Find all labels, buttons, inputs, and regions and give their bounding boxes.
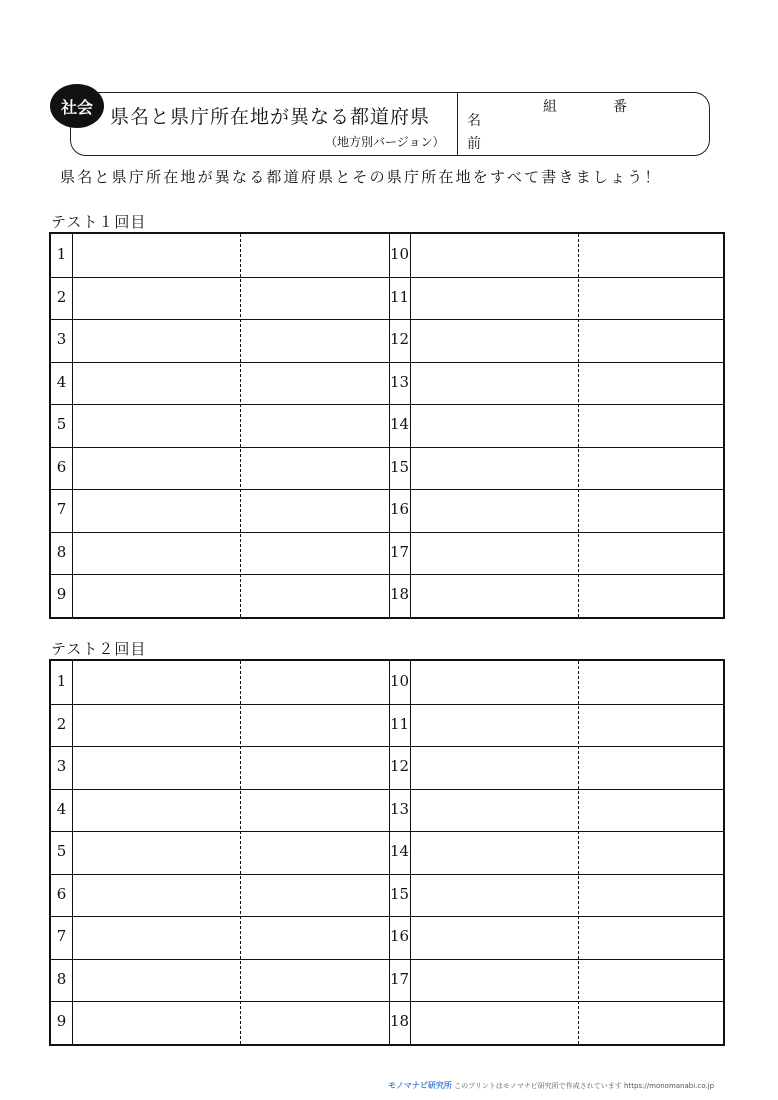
prefecture-answer-cell[interactable] [410,277,578,320]
prefecture-answer-cell[interactable] [72,234,240,277]
prefecture-answer-cell[interactable] [72,277,240,320]
prefecture-answer-cell[interactable] [410,704,578,747]
class-label: 組 [543,99,557,115]
right-question-number: 11 [389,714,410,733]
test-2-label: テスト２回目 [51,640,147,658]
left-question-number: 7 [56,500,67,519]
capital-answer-cell[interactable] [578,704,723,747]
name-label-top: 名 [467,113,481,129]
left-question-number: 8 [56,542,67,561]
capital-answer-cell[interactable] [240,661,389,704]
prefecture-answer-cell[interactable] [72,789,240,832]
prefecture-answer-cell[interactable] [410,916,578,959]
prefecture-answer-cell[interactable] [410,319,578,362]
prefecture-answer-cell[interactable] [410,489,578,532]
prefecture-answer-cell[interactable] [410,746,578,789]
capital-answer-cell[interactable] [578,277,723,320]
instruction-text: 県名と県庁所在地が異なる都道府県とその県庁所在地をすべて書きましょう！ [60,168,662,186]
left-question-number: 2 [56,714,67,733]
left-question-number: 4 [56,372,67,391]
prefecture-answer-cell[interactable] [72,704,240,747]
subject-badge: 社会 [50,84,104,128]
right-question-number: 18 [389,585,410,604]
right-question-number: 13 [389,799,410,818]
capital-answer-cell[interactable] [240,404,389,447]
left-question-number: 9 [56,1012,67,1031]
test-2-answer-grid [49,659,725,1046]
right-question-number: 17 [389,542,410,561]
prefecture-answer-cell[interactable] [410,1001,578,1044]
right-question-number: 13 [389,372,410,391]
footer-brand: モノマナビ研究所 [388,1081,452,1090]
prefecture-answer-cell[interactable] [410,404,578,447]
right-question-number: 15 [389,884,410,903]
left-question-number: 6 [56,884,67,903]
capital-answer-cell[interactable] [578,831,723,874]
right-question-number: 18 [389,1012,410,1031]
left-question-number: 8 [56,969,67,988]
prefecture-answer-cell[interactable] [72,874,240,917]
prefecture-answer-cell[interactable] [72,746,240,789]
capital-answer-cell[interactable] [578,789,723,832]
capital-answer-cell[interactable] [578,874,723,917]
prefecture-answer-cell[interactable] [72,959,240,1002]
left-question-number: 3 [56,757,67,776]
prefecture-answer-cell[interactable] [410,959,578,1002]
left-question-number: 5 [56,842,67,861]
left-question-number: 5 [56,415,67,434]
left-question-number: 4 [56,799,67,818]
capital-answer-cell[interactable] [578,959,723,1002]
capital-answer-cell[interactable] [578,532,723,575]
page-title: 県名と県庁所在地が異なる都道府県 [110,106,431,128]
page-subtitle: （地方別バージョン） [325,135,445,149]
right-question-number: 14 [389,415,410,434]
test-1-answer-grid [49,232,725,619]
capital-answer-cell[interactable] [578,746,723,789]
prefecture-answer-cell[interactable] [410,234,578,277]
name-label-bottom: 前 [467,136,481,152]
left-question-number: 1 [56,672,67,690]
capital-answer-cell[interactable] [240,319,389,362]
prefecture-answer-cell[interactable] [410,831,578,874]
right-question-number: 15 [389,457,410,476]
capital-answer-cell[interactable] [578,362,723,405]
capital-answer-cell[interactable] [578,661,723,704]
prefecture-answer-cell[interactable] [72,574,240,617]
capital-answer-cell[interactable] [240,532,389,575]
prefecture-answer-cell[interactable] [410,574,578,617]
prefecture-answer-cell[interactable] [72,1001,240,1044]
capital-answer-cell[interactable] [578,234,723,277]
capital-answer-cell[interactable] [240,874,389,917]
capital-answer-cell[interactable] [240,234,389,277]
prefecture-answer-cell[interactable] [410,532,578,575]
prefecture-answer-cell[interactable] [410,789,578,832]
left-question-number: 1 [56,245,67,263]
capital-answer-cell[interactable] [578,1001,723,1044]
prefecture-answer-cell[interactable] [410,874,578,917]
left-question-number: 9 [56,585,67,604]
prefecture-answer-cell[interactable] [410,362,578,405]
prefecture-answer-cell[interactable] [72,447,240,490]
right-question-number: 11 [389,287,410,306]
prefecture-answer-cell[interactable] [410,661,578,704]
prefecture-answer-cell[interactable] [72,489,240,532]
capital-answer-cell[interactable] [578,489,723,532]
left-question-number: 3 [56,330,67,349]
capital-answer-cell[interactable] [578,319,723,362]
capital-answer-cell[interactable] [240,1001,389,1044]
right-question-number: 17 [389,969,410,988]
header-divider [457,93,458,155]
right-question-number: 10 [389,245,410,263]
left-question-number: 2 [56,287,67,306]
right-question-number: 16 [389,500,410,519]
prefecture-answer-cell[interactable] [72,661,240,704]
capital-answer-cell[interactable] [240,489,389,532]
capital-answer-cell[interactable] [240,277,389,320]
footer [388,1080,714,1091]
right-question-number: 16 [389,927,410,946]
capital-answer-cell[interactable] [240,746,389,789]
capital-answer-cell[interactable] [240,447,389,490]
capital-answer-cell[interactable] [240,789,389,832]
prefecture-answer-cell[interactable] [72,404,240,447]
left-question-number: 7 [56,927,67,946]
capital-answer-cell[interactable] [578,404,723,447]
capital-answer-cell[interactable] [578,447,723,490]
capital-answer-cell[interactable] [240,704,389,747]
capital-answer-cell[interactable] [240,574,389,617]
right-question-number: 12 [389,330,410,349]
right-question-number: 12 [389,757,410,776]
prefecture-answer-cell[interactable] [72,916,240,959]
capital-answer-cell[interactable] [240,831,389,874]
left-question-number: 6 [56,457,67,476]
capital-answer-cell[interactable] [240,959,389,1002]
capital-answer-cell[interactable] [240,362,389,405]
prefecture-answer-cell[interactable] [72,319,240,362]
capital-answer-cell[interactable] [578,916,723,959]
capital-answer-cell[interactable] [240,916,389,959]
number-label: 番 [613,99,627,115]
right-question-number: 14 [389,842,410,861]
prefecture-answer-cell[interactable] [410,447,578,490]
footer-text: このプリントはモノマナビ研究所で作成されています https://monomanabi.co.jp [454,1082,715,1090]
prefecture-answer-cell[interactable] [72,831,240,874]
right-question-number: 10 [389,672,410,690]
capital-answer-cell[interactable] [578,574,723,617]
prefecture-answer-cell[interactable] [72,362,240,405]
test-1-label: テスト１回目 [51,213,147,231]
prefecture-answer-cell[interactable] [72,532,240,575]
